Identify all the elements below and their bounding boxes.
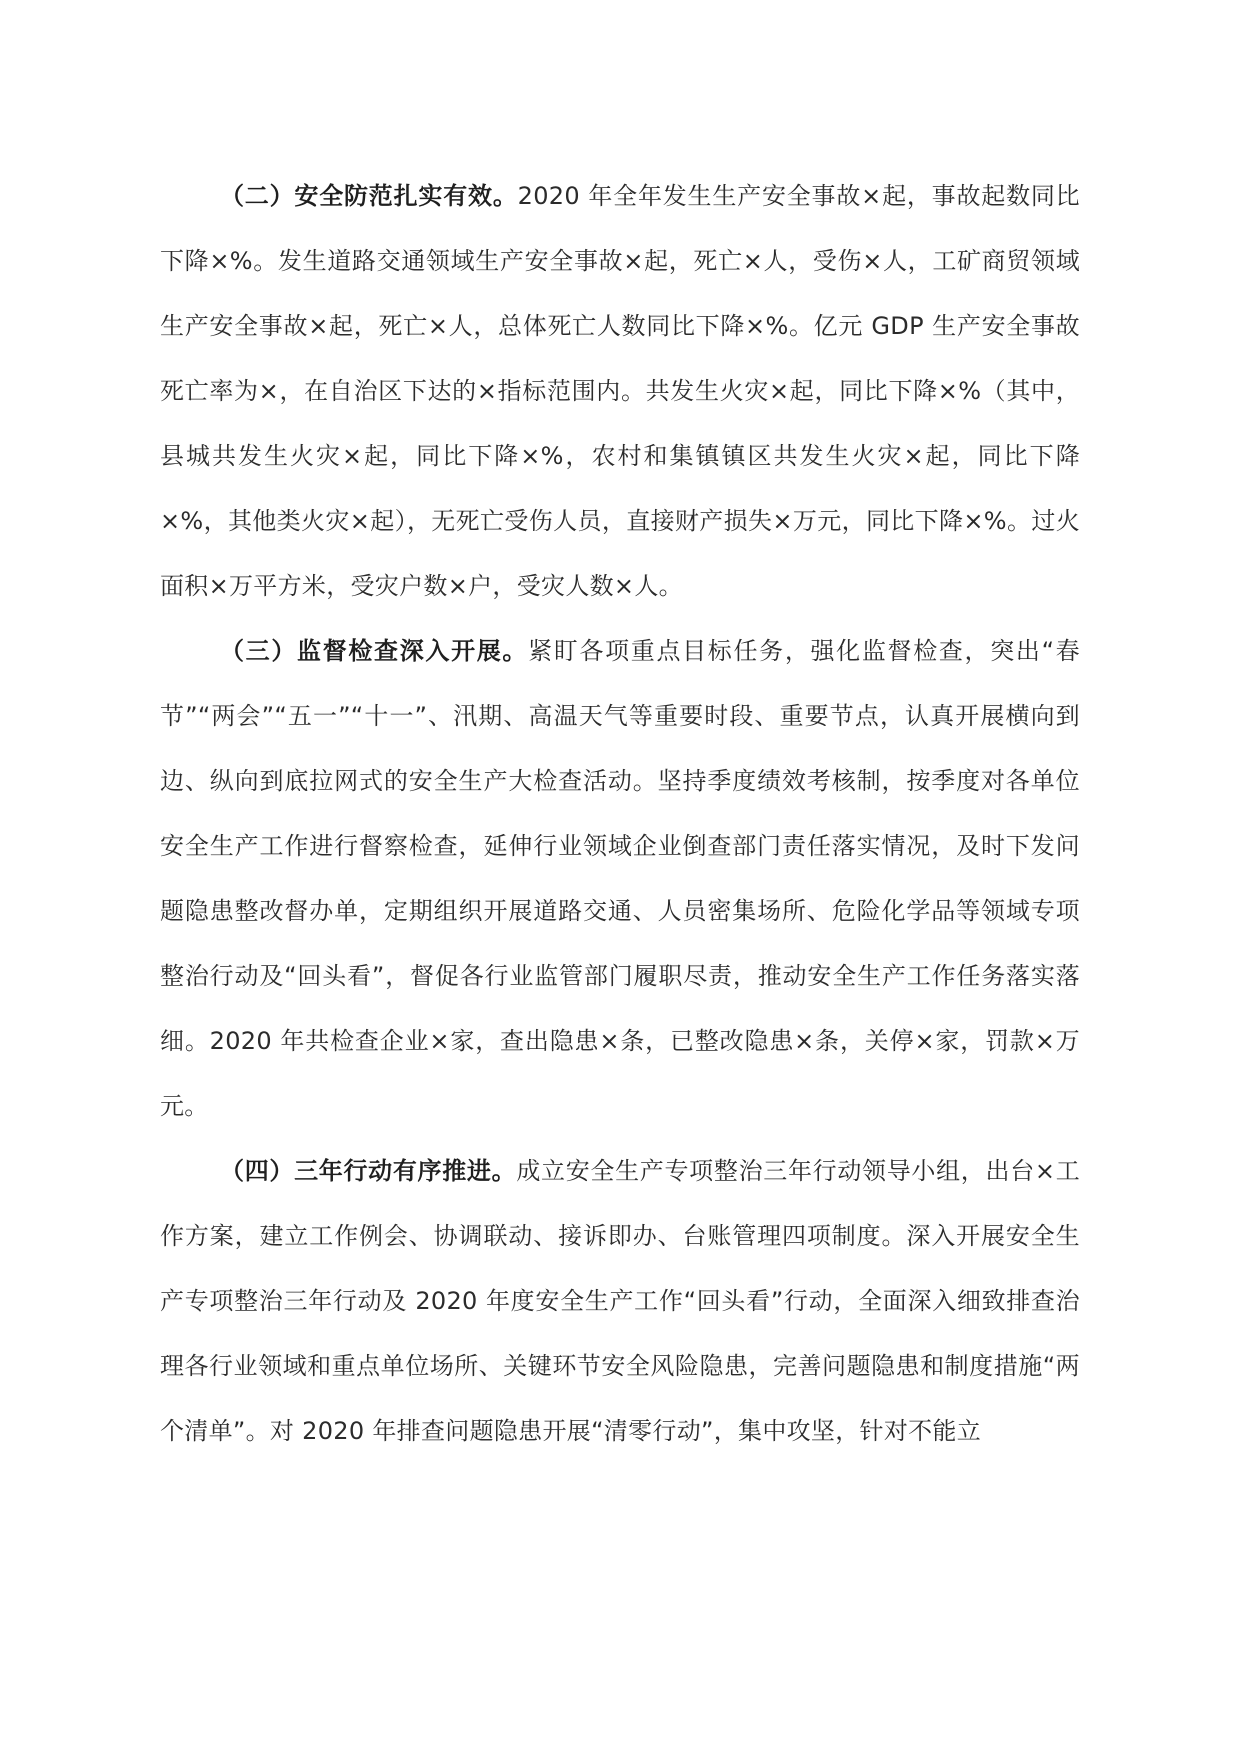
paragraph-heading: （四）三年行动有序推进。 bbox=[220, 1157, 517, 1185]
paragraph-heading: （二）安全防范扎实有效。 bbox=[220, 182, 518, 210]
paragraph-body: 成立安全生产专项整治三年行动领导小组，出台×工作方案，建立工作例会、协调联动、接诉即办、台账管理四项制度。深入开展安全生产专项整治三年行动及 2020 年度安全生产工作“回头看”行动，全面深入细致排查治理各行业领域和重点单位场所、关键环节安全风险隐患，完善问题隐患和制度措施“两个清单”。对 2020 年排查问题隐患开展“清零行动”，集中攻坚，针对不能立 bbox=[160, 1157, 1080, 1445]
paragraph-heading: （三）监督检查深入开展。 bbox=[220, 637, 529, 665]
paragraph-body: 紧盯各项重点目标任务，强化监督检查，突出“春节”“两会”“五一”“十一”、汛期、高温天气等重要时段、重要节点，认真开展横向到边、纵向到底拉网式的安全生产大检查活动。坚持季度绩效考核制，按季度对各单位安全生产工作进行督察检查，延伸行业领域企业倒查部门责任落实情况，及时下发问题隐患整改督办单，定期组织开展道路交通、人员密集场所、危险化学品等领域专项整治行动及“回头看”，督促各行业监管部门履职尽责，推动安全生产工作任务落实落细。2020 年共检查企业×家，查出隐患×条，已整改隐患×条，关停×家，罚款×万元。 bbox=[160, 637, 1080, 1120]
paragraph-three-year-action bbox=[160, 1139, 1080, 1464]
paragraph-safety-prevention bbox=[160, 164, 1080, 619]
paragraph-supervision-inspection bbox=[160, 619, 1080, 1139]
paragraph-body: 2020 年全年发生生产安全事故×起，事故起数同比下降×%。发生道路交通领域生产安全事故×起，死亡×人，受伤×人，工矿商贸领域生产安全事故×起，死亡×人，总体死亡人数同比下降×%。亿元 GDP 生产安全事故死亡率为×，在自治区下达的×指标范围内。共发生火灾×起，同比下降×%（其中，县城共发生火灾×起，同比下降×%，农村和集镇镇区共发生火灾×起，同比下降×%，其他类火灾×起），无死亡受伤人员，直接财产损失×万元，同比下降×%。过火面积×万平方米，受灾户数×户，受灾人数×人。 bbox=[160, 182, 1080, 600]
document-page bbox=[160, 164, 1080, 1464]
